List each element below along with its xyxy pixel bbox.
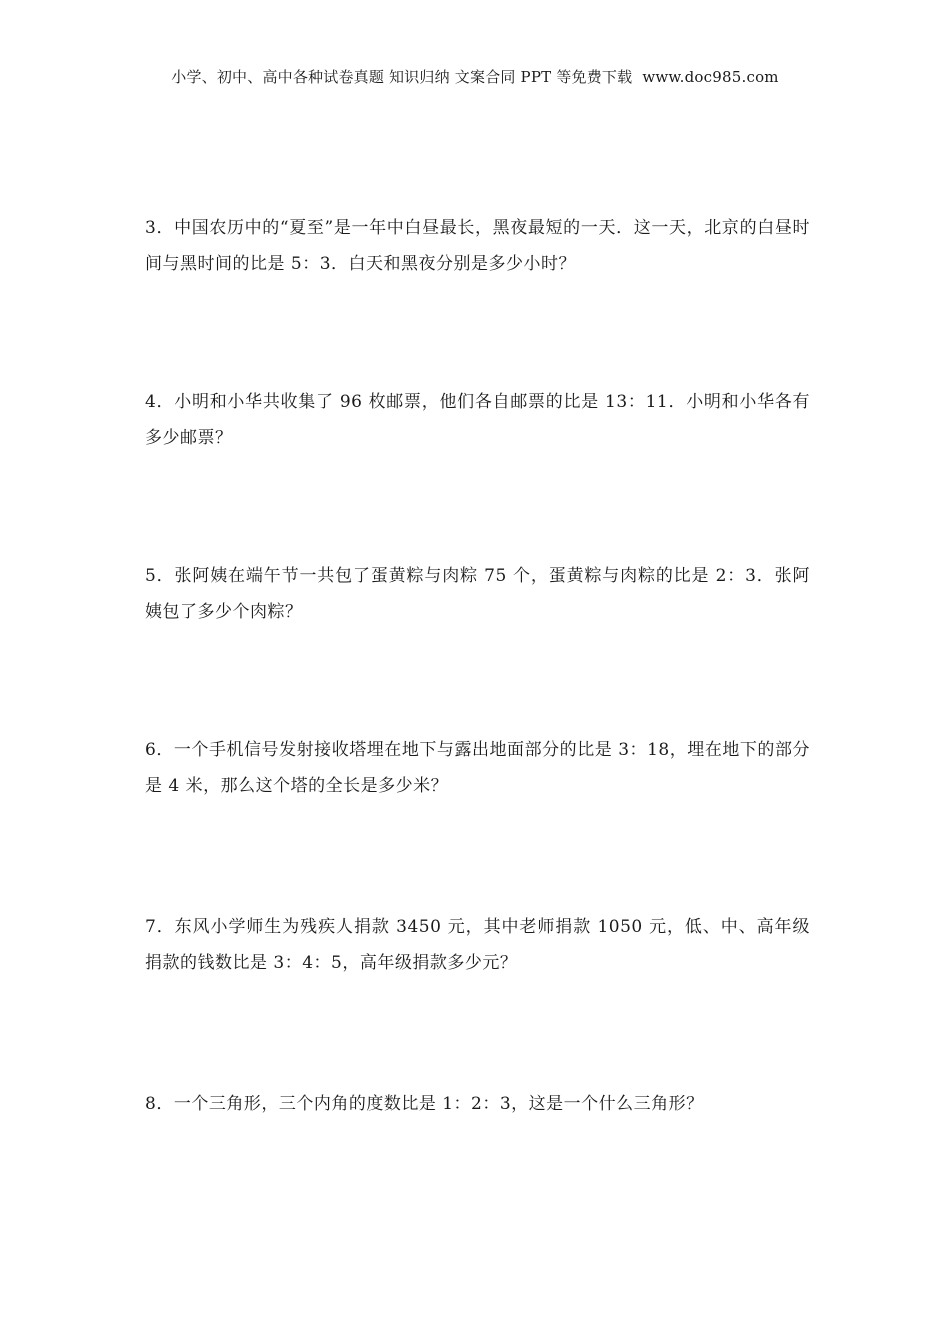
header-site: www.doc985.com <box>642 68 779 86</box>
question-4: 4．小明和小华共收集了 96 枚邮票，他们各自邮票的比是 13：11．小明和小华各有多少邮票？ <box>145 392 810 448</box>
question-7: 7．东风小学师生为残疾人捐款 3450 元，其中老师捐款 1050 元，低、中、高年级捐款的钱数比是 3：4：5，高年级捐款多少元？ <box>145 917 810 973</box>
question-6: 6．一个手机信号发射接收塔埋在地下与露出地面部分的比是 3：18，埋在地下的部分是 4 米，那么这个塔的全长是多少米？ <box>145 740 810 796</box>
header-text: 小学、初中、高中各种试卷真题 知识归纳 文案合同 PPT 等免费下载 <box>171 68 633 86</box>
question-3: 3．中国农历中的“夏至”是一年中白昼最长，黑夜最短的一天．这一天，北京的白昼时间与黑时间的比是 5：3．白天和黑夜分别是多少小时？ <box>145 218 810 274</box>
question-8: 8．一个三角形，三个内角的度数比是 1：2：3，这是一个什么三角形？ <box>145 1094 704 1114</box>
page-header <box>0 66 950 87</box>
question-5: 5．张阿姨在端午节一共包了蛋黄粽与肉粽 75 个，蛋黄粽与肉粽的比是 2：3．张阿姨包了多少个肉粽？ <box>145 566 810 622</box>
